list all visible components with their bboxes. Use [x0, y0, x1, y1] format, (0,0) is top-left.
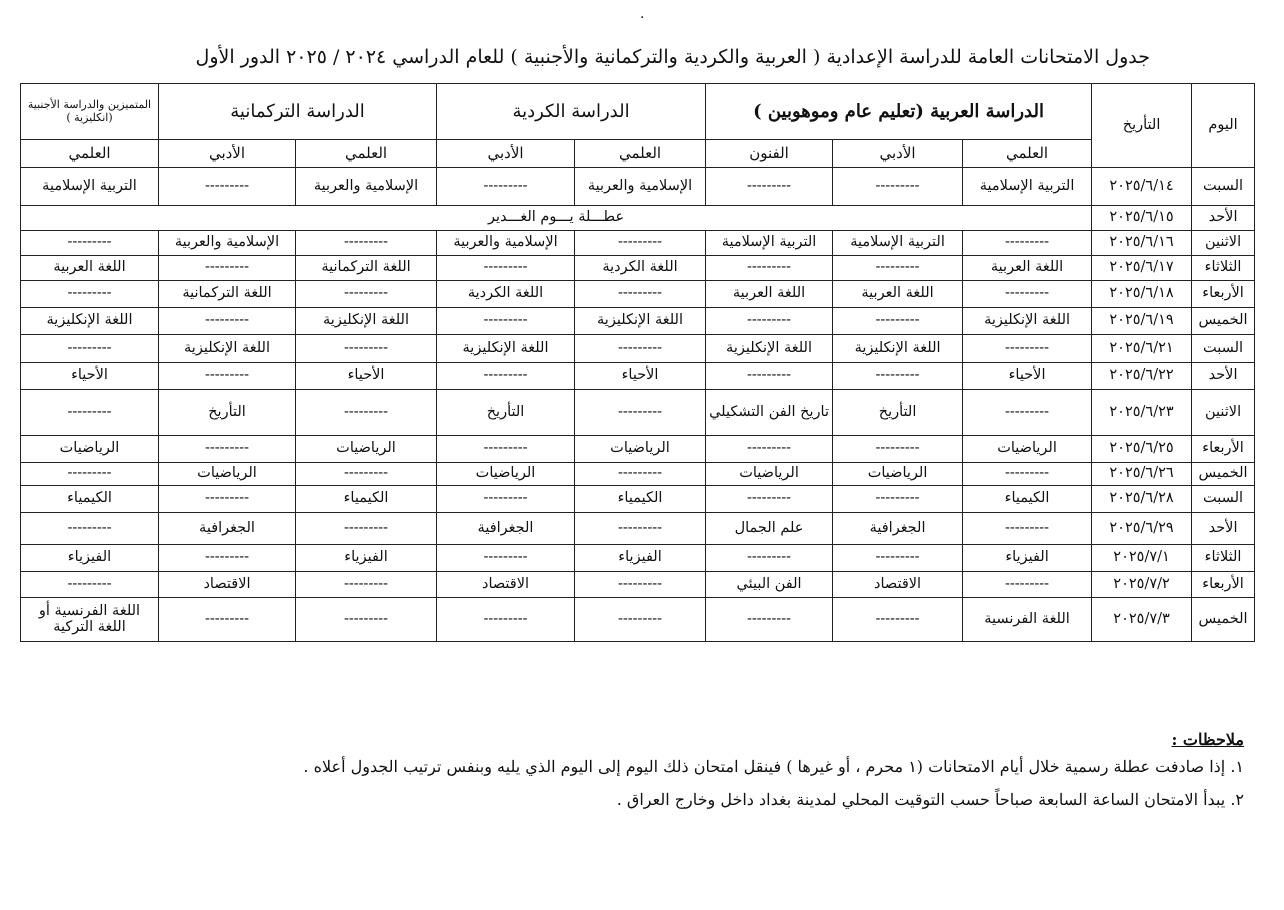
- cell-subject: اللغة التركمانية: [159, 281, 296, 308]
- cell-date: ٢٠٢٥/٧/٣: [1092, 598, 1192, 642]
- cell-subject: ---------: [159, 545, 296, 572]
- table-row: [21, 168, 1255, 206]
- subheader-foreign-scientific: العلمي: [21, 140, 159, 168]
- cell-day: الثلاثاء: [1192, 256, 1255, 281]
- cell-subject: الكيمياء: [296, 486, 437, 513]
- cell-subject: الرياضيات: [963, 436, 1092, 463]
- cell-subject: ---------: [437, 363, 575, 390]
- table-row: [21, 308, 1255, 335]
- note-item: ١. إذا صادفت عطلة رسمية خلال أيام الامتحانات (١ محرم ، أو غيرها ) فينقل امتحان ذلك اليوم إلى اليوم الذي يليه وبنفس ترتيب الجدول أعلاه .: [303, 757, 1244, 776]
- cell-subject: الرياضيات: [296, 436, 437, 463]
- cell-subject: اللغة العربية: [963, 256, 1092, 281]
- cell-subject: ---------: [437, 256, 575, 281]
- cell-subject: التأريخ: [437, 390, 575, 436]
- cell-day: الأربعاء: [1192, 436, 1255, 463]
- cell-day: الخميس: [1192, 598, 1255, 642]
- table-row: [21, 572, 1255, 598]
- cell-subject: ---------: [21, 335, 159, 363]
- cell-subject: ---------: [159, 256, 296, 281]
- cell-date: ٢٠٢٥/٧/١: [1092, 545, 1192, 572]
- cell-subject: ---------: [21, 281, 159, 308]
- cell-subject: الأحياء: [963, 363, 1092, 390]
- cell-subject: ---------: [21, 231, 159, 256]
- cell-subject: ---------: [296, 281, 437, 308]
- cell-subject: ---------: [575, 335, 706, 363]
- header-date: التأريخ: [1092, 84, 1192, 168]
- cell-subject: الفيزياء: [575, 545, 706, 572]
- cell-subject: الفيزياء: [21, 545, 159, 572]
- cell-subject: ---------: [437, 168, 575, 206]
- stray-dot: .: [640, 6, 645, 22]
- cell-subject: الرياضيات: [21, 436, 159, 463]
- cell-date: ٢٠٢٥/٦/١٧: [1092, 256, 1192, 281]
- cell-subject: الفيزياء: [296, 545, 437, 572]
- cell-subject: التربية الإسلامية: [21, 168, 159, 206]
- cell-subject: ---------: [21, 572, 159, 598]
- cell-subject: ---------: [296, 598, 437, 642]
- cell-subject: الإسلامية والعربية: [575, 168, 706, 206]
- cell-subject: ---------: [963, 463, 1092, 486]
- cell-subject: ---------: [706, 168, 833, 206]
- subheader-arabic-scientific: العلمي: [963, 140, 1092, 168]
- cell-subject: ---------: [296, 231, 437, 256]
- cell-subject: ---------: [706, 545, 833, 572]
- cell-subject: الرياضيات: [575, 436, 706, 463]
- cell-date: ٢٠٢٥/٦/٢٩: [1092, 513, 1192, 545]
- table-row: [21, 363, 1255, 390]
- cell-subject: ---------: [159, 598, 296, 642]
- cell-day: الاثنين: [1192, 231, 1255, 256]
- subheader-turkmen-scientific: العلمي: [296, 140, 437, 168]
- table-row: [21, 231, 1255, 256]
- cell-subject: ---------: [706, 308, 833, 335]
- cell-date: ٢٠٢٥/٦/٢٣: [1092, 390, 1192, 436]
- cell-subject: الكيمياء: [21, 486, 159, 513]
- cell-subject: ---------: [159, 363, 296, 390]
- cell-day: السبت: [1192, 335, 1255, 363]
- cell-subject: اللغة الإنكليزية: [963, 308, 1092, 335]
- cell-date: ٢٠٢٥/٦/١٨: [1092, 281, 1192, 308]
- cell-subject: الأحياء: [21, 363, 159, 390]
- cell-date: ٢٠٢٥/٦/٢٨: [1092, 486, 1192, 513]
- cell-subject: اللغة الإنكليزية: [437, 335, 575, 363]
- notes-section: [44, 730, 1244, 823]
- cell-subject: الإسلامية والعربية: [437, 231, 575, 256]
- note-item: ٢. يبدأ الامتحان الساعة السابعة صباحاً حسب التوقيت المحلي لمدينة بغداد داخل وخارج العراق .: [616, 790, 1244, 809]
- cell-subject: اللغة الإنكليزية: [21, 308, 159, 335]
- cell-day: الثلاثاء: [1192, 545, 1255, 572]
- cell-subject: ---------: [21, 390, 159, 436]
- table-row: [21, 335, 1255, 363]
- cell-day: الأربعاء: [1192, 572, 1255, 598]
- cell-subject: ---------: [575, 281, 706, 308]
- header-arabic-study: الدراسة العربية (تعليم عام وموهوبين ): [706, 84, 1092, 140]
- cell-subject: التأريخ: [833, 390, 963, 436]
- cell-subject: علم الجمال: [706, 513, 833, 545]
- cell-subject: اللغة العربية: [21, 256, 159, 281]
- cell-subject: ---------: [963, 513, 1092, 545]
- cell-subject: اللغة الإنكليزية: [833, 335, 963, 363]
- cell-subject: ---------: [296, 335, 437, 363]
- cell-subject: الاقتصاد: [833, 572, 963, 598]
- cell-subject: ---------: [833, 486, 963, 513]
- cell-subject: الرياضيات: [159, 463, 296, 486]
- table-row: [21, 436, 1255, 463]
- cell-day: الخميس: [1192, 463, 1255, 486]
- cell-subject: الاقتصاد: [159, 572, 296, 598]
- cell-subject: الرياضيات: [706, 463, 833, 486]
- cell-subject: ---------: [437, 545, 575, 572]
- table-row: [21, 486, 1255, 513]
- cell-day: السبت: [1192, 486, 1255, 513]
- cell-subject: ---------: [159, 308, 296, 335]
- header-day: اليوم: [1192, 84, 1255, 168]
- cell-subject: ---------: [437, 486, 575, 513]
- cell-day: الأربعاء: [1192, 281, 1255, 308]
- subheader-turkmen-literary: الأدبي: [159, 140, 296, 168]
- cell-subject: الاقتصاد: [437, 572, 575, 598]
- cell-subject: اللغة الكردية: [437, 281, 575, 308]
- cell-subject: ---------: [963, 335, 1092, 363]
- cell-date: ٢٠٢٥/٦/١٦: [1092, 231, 1192, 256]
- cell-day: الأحد: [1192, 363, 1255, 390]
- cell-subject: التربية الإسلامية: [963, 168, 1092, 206]
- cell-subject: الإسلامية والعربية: [296, 168, 437, 206]
- cell-subject: التربية الإسلامية: [706, 231, 833, 256]
- cell-date: ٢٠٢٥/٦/١٥: [1092, 206, 1192, 231]
- cell-date: ٢٠٢٥/٦/٢١: [1092, 335, 1192, 363]
- cell-subject: الإسلامية والعربية: [159, 231, 296, 256]
- cell-subject: ---------: [833, 308, 963, 335]
- cell-subject: تاريخ الفن التشكيلي: [706, 390, 833, 436]
- cell-holiday: عطـــلة يـــوم الغـــدير: [21, 206, 1092, 231]
- cell-subject: الفيزياء: [963, 545, 1092, 572]
- cell-subject: الأحياء: [575, 363, 706, 390]
- cell-subject: ---------: [706, 436, 833, 463]
- cell-date: ٢٠٢٥/٦/١٤: [1092, 168, 1192, 206]
- table-row: [21, 463, 1255, 486]
- cell-subject: ---------: [296, 572, 437, 598]
- cell-subject: اللغة الإنكليزية: [575, 308, 706, 335]
- cell-subject: ---------: [833, 598, 963, 642]
- cell-subject: ---------: [296, 463, 437, 486]
- cell-day: الاثنين: [1192, 390, 1255, 436]
- subheader-kurdish-literary: الأدبي: [437, 140, 575, 168]
- cell-day: الخميس: [1192, 308, 1255, 335]
- table-row: [21, 206, 1255, 231]
- cell-date: ٢٠٢٥/٦/٢٦: [1092, 463, 1192, 486]
- cell-subject: اللغة العربية: [706, 281, 833, 308]
- cell-subject: الرياضيات: [833, 463, 963, 486]
- cell-subject: ---------: [575, 572, 706, 598]
- cell-subject: ---------: [296, 390, 437, 436]
- cell-subject: ---------: [963, 231, 1092, 256]
- cell-subject: ---------: [575, 463, 706, 486]
- cell-subject: اللغة الإنكليزية: [706, 335, 833, 363]
- cell-subject: ---------: [706, 363, 833, 390]
- cell-subject: ---------: [706, 598, 833, 642]
- cell-subject: اللغة التركمانية: [296, 256, 437, 281]
- cell-day: الأحد: [1192, 206, 1255, 231]
- cell-subject: الفن البيئي: [706, 572, 833, 598]
- cell-subject: اللغة الفرنسية أو اللغة التركية: [21, 598, 159, 642]
- cell-subject: اللغة الإنكليزية: [296, 308, 437, 335]
- cell-subject: الجغرافية: [833, 513, 963, 545]
- cell-subject: ---------: [575, 598, 706, 642]
- cell-day: السبت: [1192, 168, 1255, 206]
- cell-subject: ---------: [159, 436, 296, 463]
- header-foreign-study: المتميزين والدراسة الأجنبية (انكليزية ): [21, 84, 159, 140]
- cell-subject: ---------: [833, 256, 963, 281]
- table-row: [21, 598, 1255, 642]
- cell-date: ٢٠٢٥/٦/٢٢: [1092, 363, 1192, 390]
- cell-subject: الأحياء: [296, 363, 437, 390]
- cell-subject: ---------: [706, 256, 833, 281]
- cell-subject: الكيمياء: [575, 486, 706, 513]
- table-row: [21, 545, 1255, 572]
- cell-date: ٢٠٢٥/٦/٢٥: [1092, 436, 1192, 463]
- cell-subject: اللغة الكردية: [575, 256, 706, 281]
- cell-subject: ---------: [963, 390, 1092, 436]
- table-row: [21, 281, 1255, 308]
- cell-subject: ---------: [575, 390, 706, 436]
- cell-subject: ---------: [21, 463, 159, 486]
- cell-subject: ---------: [159, 486, 296, 513]
- cell-subject: ---------: [833, 545, 963, 572]
- cell-subject: التأريخ: [159, 390, 296, 436]
- cell-subject: التربية الإسلامية: [833, 231, 963, 256]
- subheader-kurdish-scientific: العلمي: [575, 140, 706, 168]
- notes-heading: ملاحظات :: [1171, 730, 1244, 749]
- cell-subject: ---------: [21, 513, 159, 545]
- cell-subject: ---------: [296, 513, 437, 545]
- cell-subject: ---------: [833, 436, 963, 463]
- table-row: [21, 256, 1255, 281]
- cell-subject: ---------: [575, 513, 706, 545]
- cell-subject: ---------: [833, 168, 963, 206]
- cell-subject: الجغرافية: [159, 513, 296, 545]
- cell-subject: ---------: [575, 231, 706, 256]
- header-kurdish-study: الدراسة الكردية: [437, 84, 706, 140]
- cell-day: الأحد: [1192, 513, 1255, 545]
- cell-subject: ---------: [706, 486, 833, 513]
- cell-subject: اللغة الفرنسية: [963, 598, 1092, 642]
- subheader-arabic-literary: الأدبي: [833, 140, 963, 168]
- cell-date: ٢٠٢٥/٧/٢: [1092, 572, 1192, 598]
- cell-subject: ---------: [833, 363, 963, 390]
- table-row: [21, 513, 1255, 545]
- cell-subject: اللغة العربية: [833, 281, 963, 308]
- cell-subject: اللغة الإنكليزية: [159, 335, 296, 363]
- page-title: جدول الامتحانات العامة للدراسة الإعدادية ( العربية والكردية والتركمانية والأجنبية ) للعام الدراسي ٢٠٢٤ / ٢٠٢٥ الدور الأول: [195, 46, 1150, 68]
- cell-subject: ---------: [437, 598, 575, 642]
- cell-subject: الكيمياء: [963, 486, 1092, 513]
- cell-date: ٢٠٢٥/٦/١٩: [1092, 308, 1192, 335]
- header-turkmen-study: الدراسة التركمانية: [159, 84, 437, 140]
- exam-schedule-table: [20, 83, 1255, 642]
- cell-subject: ---------: [963, 281, 1092, 308]
- cell-subject: ---------: [437, 308, 575, 335]
- cell-subject: الجغرافية: [437, 513, 575, 545]
- subheader-arabic-arts: الفنون: [706, 140, 833, 168]
- cell-subject: ---------: [963, 572, 1092, 598]
- cell-subject: ---------: [159, 168, 296, 206]
- cell-subject: ---------: [437, 436, 575, 463]
- cell-subject: الرياضيات: [437, 463, 575, 486]
- table-row: [21, 390, 1255, 436]
